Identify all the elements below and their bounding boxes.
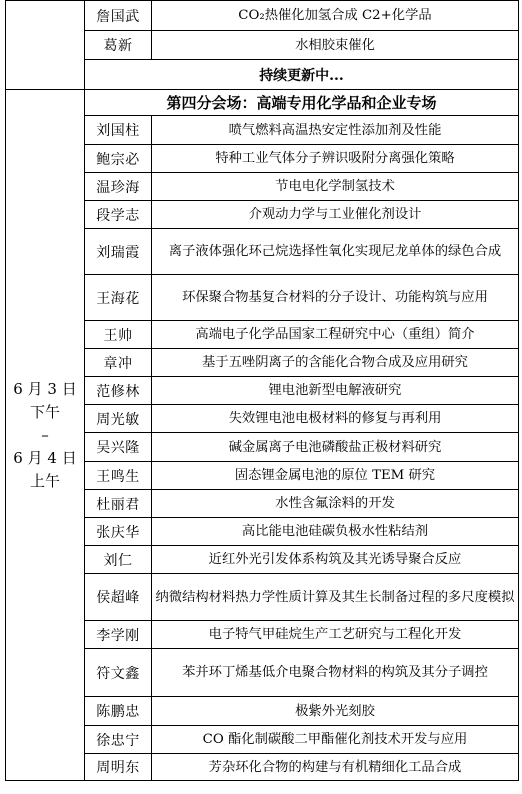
speaker-name: 刘仁 xyxy=(85,546,152,574)
session-title: 第四分会场：高端专用化学品和企业专场 xyxy=(85,90,519,116)
speaker-name: 侯超峰 xyxy=(85,574,152,621)
speaker-name: 符文鑫 xyxy=(85,649,152,697)
table-row xyxy=(6,1,519,31)
speaker-name: 徐忠宁 xyxy=(85,726,152,754)
date-line: 上午 xyxy=(29,471,60,490)
session-date-cell xyxy=(6,90,85,781)
talk-topic: CO₂热催化加氢合成 C2+化学品 xyxy=(152,1,519,31)
speaker-name: 鲍宗必 xyxy=(85,145,152,173)
talk-topic: 碱金属离子电池磷酸盐正极材料研究 xyxy=(152,433,519,462)
talk-topic: 锂电池新型电解液研究 xyxy=(152,377,519,405)
speaker-name: 周光敏 xyxy=(85,405,152,433)
talk-topic: 基于五唑阴离子的含能化合物合成及应用研究 xyxy=(152,349,519,377)
speaker-name: 刘瑞霞 xyxy=(85,229,152,275)
speaker-name: 周明东 xyxy=(85,754,152,781)
schedule-sheet xyxy=(5,0,519,791)
speaker-name: 章冲 xyxy=(85,349,152,377)
speaker-name: 詹国武 xyxy=(85,1,152,31)
session-title-row xyxy=(6,90,519,116)
talk-topic: 近红外光引发体系构筑及其光诱导聚合反应 xyxy=(152,546,519,574)
date-line: 6 月 3 日 xyxy=(13,379,77,398)
speaker-name: 葛新 xyxy=(85,31,152,60)
talk-topic: 高端电子化学品国家工程研究中心（重组）简介 xyxy=(152,321,519,349)
speaker-name: 张庆华 xyxy=(85,518,152,546)
talk-topic: 水性含氟涂料的开发 xyxy=(152,490,519,518)
schedule-body xyxy=(6,1,519,781)
date-line: 6 月 4 日 xyxy=(13,448,77,467)
talk-topic: 固态锂金属电池的原位 TEM 研究 xyxy=(152,462,519,490)
date-line: 下午 xyxy=(29,402,60,421)
talk-topic: 纳微结构材料热力学性质计算及其生长制备过程的多尺度模拟 xyxy=(152,574,519,621)
speaker-name: 刘国柱 xyxy=(85,116,152,145)
talk-topic: 失效锂电池电极材料的修复与再利用 xyxy=(152,405,519,433)
speaker-name: 李学刚 xyxy=(85,621,152,649)
talk-topic: 芳杂环化合物的构建与有机精细化工品合成 xyxy=(152,754,519,781)
talk-topic: 电子特气甲硅烷生产工艺研究与工程化开发 xyxy=(152,621,519,649)
speaker-name: 王海花 xyxy=(85,275,152,321)
speaker-name: 温珍海 xyxy=(85,173,152,201)
talk-topic: 离子液体强化环己烷选择性氧化实现尼龙单体的绿色合成 xyxy=(152,229,519,275)
speaker-name: 王鸣生 xyxy=(85,462,152,490)
talk-topic: 喷气燃料高温热安定性添加剂及性能 xyxy=(152,116,519,145)
blank-date-cell xyxy=(6,1,85,90)
talk-topic: 苯并环丁烯基低介电聚合物材料的构筑及其分子调控 xyxy=(152,649,519,697)
talk-topic: 水相胶束催化 xyxy=(152,31,519,60)
speaker-name: 王帅 xyxy=(85,321,152,349)
talk-topic: 节电电化学制氢技术 xyxy=(152,173,519,201)
talk-topic: 极紫外光刻胶 xyxy=(152,697,519,726)
schedule-table xyxy=(5,0,519,781)
talk-topic: 特种工业气体分子辨识吸附分离强化策略 xyxy=(152,145,519,173)
speaker-name: 范修林 xyxy=(85,377,152,405)
talk-topic: 环保聚合物基复合材料的分子设计、功能构筑与应用 xyxy=(152,275,519,321)
date-line: – xyxy=(41,425,49,444)
update-notice: 持续更新中... xyxy=(85,60,519,90)
speaker-name: 段学志 xyxy=(85,201,152,229)
speaker-name: 陈鹏忠 xyxy=(85,697,152,726)
talk-topic: 介观动力学与工业催化剂设计 xyxy=(152,201,519,229)
talk-topic: CO 酯化制碳酸二甲酯催化剂技术开发与应用 xyxy=(152,726,519,754)
speaker-name: 杜丽君 xyxy=(85,490,152,518)
speaker-name: 吴兴隆 xyxy=(85,433,152,462)
talk-topic: 高比能电池硅碳负极水性粘结剂 xyxy=(152,518,519,546)
